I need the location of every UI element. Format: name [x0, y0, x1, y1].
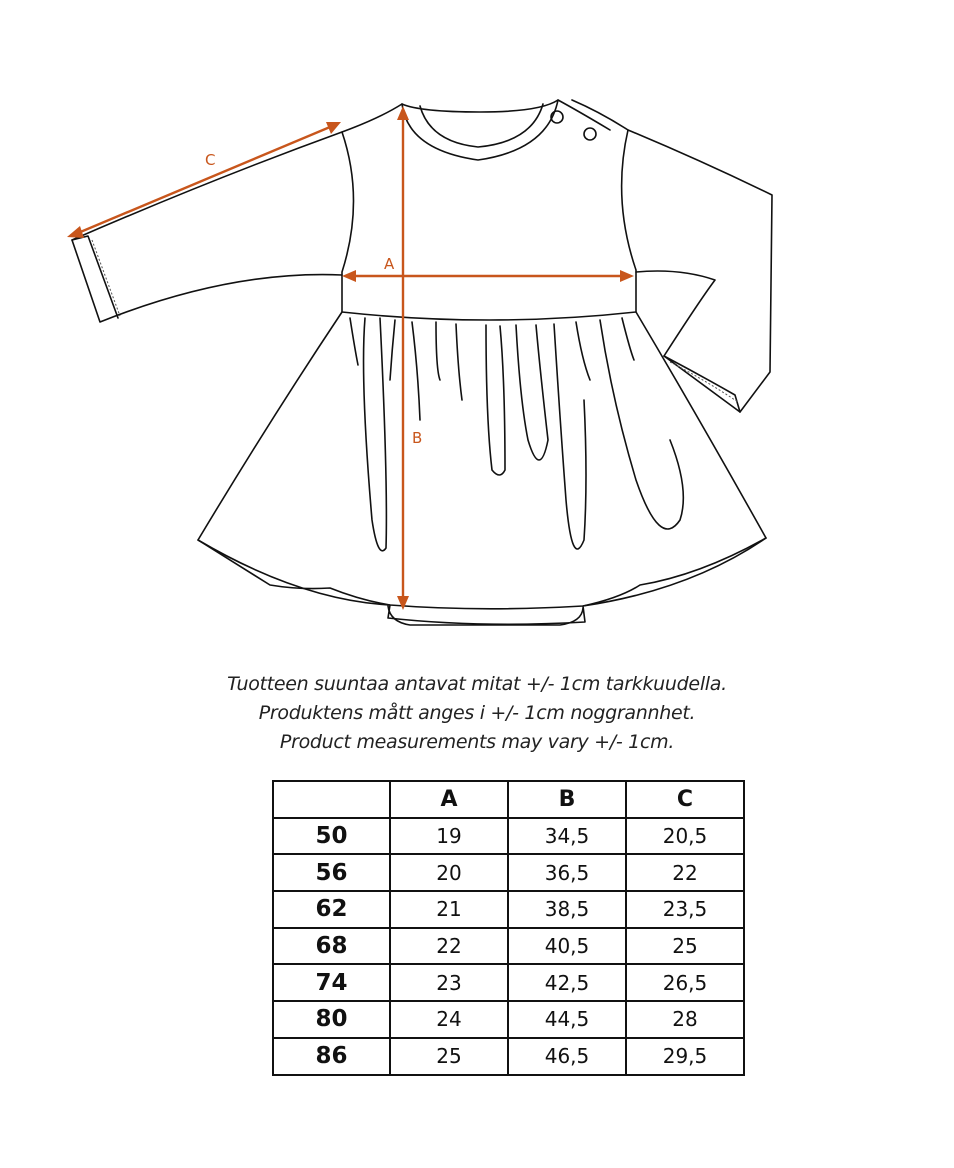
right-sleeve	[628, 130, 772, 412]
table-header-size	[273, 781, 390, 818]
table-row	[273, 928, 744, 965]
table-header-c: C	[626, 781, 744, 818]
table-row	[273, 891, 744, 928]
a-cell: 19	[390, 818, 508, 855]
b-cell: 34,5	[508, 818, 626, 855]
skirt-folds	[350, 318, 683, 551]
skirt-outline	[198, 312, 766, 624]
c-cell: 20,5	[626, 818, 744, 855]
size-measurement-table	[272, 780, 745, 1076]
b-cell: 44,5	[508, 1001, 626, 1038]
table-row	[273, 1001, 744, 1038]
size-cell: 62	[273, 891, 390, 928]
a-cell: 23	[390, 964, 508, 1001]
table-row	[273, 1038, 744, 1075]
c-cell: 29,5	[626, 1038, 744, 1075]
a-cell: 20	[390, 854, 508, 891]
c-cell: 25	[626, 928, 744, 965]
neckline	[402, 100, 558, 160]
dimension-c-arrow	[67, 122, 341, 238]
table-row	[273, 818, 744, 855]
tolerance-note-finnish: Tuotteen suuntaa antavat mitat +/- 1cm tarkkuudella.	[227, 673, 727, 695]
table-header-row	[273, 781, 744, 818]
snap-button-2	[584, 128, 596, 140]
c-cell: 26,5	[626, 964, 744, 1001]
left-cuff-stitch	[92, 240, 120, 316]
size-cell: 86	[273, 1038, 390, 1075]
tolerance-note-swedish: Produktens mått anges i +/- 1cm noggrannhet.	[258, 702, 696, 724]
table-row	[273, 964, 744, 1001]
b-cell: 38,5	[508, 891, 626, 928]
dimension-a-label: A	[384, 255, 395, 273]
dimension-b-arrow	[397, 106, 409, 610]
table-header-a: A	[390, 781, 508, 818]
b-cell: 36,5	[508, 854, 626, 891]
table-row	[273, 854, 744, 891]
size-cell: 80	[273, 1001, 390, 1038]
a-cell: 22	[390, 928, 508, 965]
b-cell: 40,5	[508, 928, 626, 965]
b-cell: 46,5	[508, 1038, 626, 1075]
c-cell: 22	[626, 854, 744, 891]
table-header-b: B	[508, 781, 626, 818]
tolerance-note-english: Product measurements may vary +/- 1cm.	[279, 731, 675, 753]
a-cell: 21	[390, 891, 508, 928]
size-cell: 50	[273, 818, 390, 855]
a-cell: 25	[390, 1038, 508, 1075]
c-cell: 28	[626, 1001, 744, 1038]
b-cell: 42,5	[508, 964, 626, 1001]
size-cell: 68	[273, 928, 390, 965]
bodice-outline	[342, 100, 636, 320]
size-cell: 56	[273, 854, 390, 891]
a-cell: 24	[390, 1001, 508, 1038]
c-cell: 23,5	[626, 891, 744, 928]
dimension-b-label: B	[412, 429, 423, 447]
size-cell: 74	[273, 964, 390, 1001]
skirt-hem-wave	[198, 538, 766, 609]
dimension-c-label: C	[205, 151, 216, 169]
